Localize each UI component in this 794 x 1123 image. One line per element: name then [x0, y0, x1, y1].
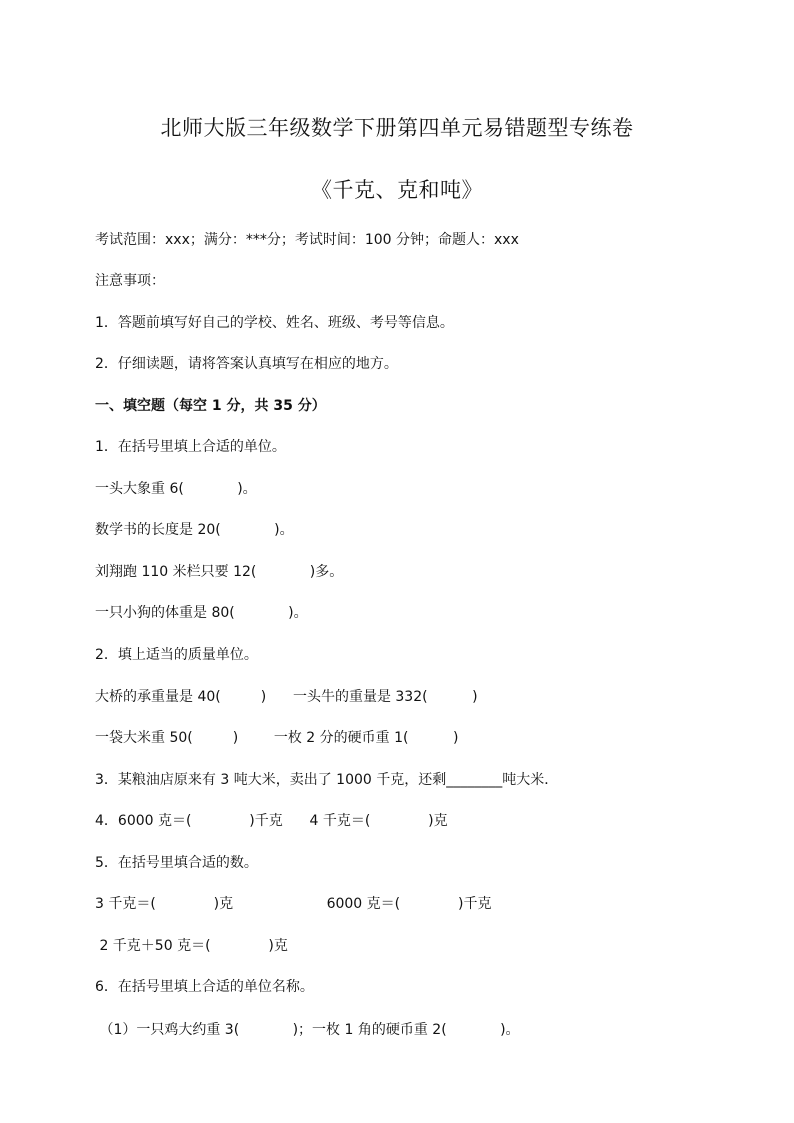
- section-heading: 一、填空题（每空 1 分，共 35 分）: [95, 398, 326, 414]
- question-6-stem: 6．在括号里填上合适的单位名称。: [95, 979, 314, 995]
- question-2-line-2: 一袋大米重 50( ) 一枚 2 分的硬币重 1( ): [95, 730, 459, 746]
- question-5-line-1: 3 千克＝( )克 6000 克＝( )千克: [95, 896, 492, 912]
- document-title: 北师大版三年级数学下册第四单元易错题型专练卷: [160, 116, 634, 140]
- question-4: 4．6000 克＝( )千克 4 千克＝( )克: [95, 813, 448, 829]
- question-5-stem: 5．在括号里填合适的数。: [95, 855, 258, 871]
- document-subtitle: 《千克、克和吨》: [311, 178, 483, 202]
- question-1-item-3: 刘翔跑 110 米栏只要 12( )多。: [95, 564, 344, 580]
- question-1-item-2: 数学书的长度是 20( )。: [95, 522, 294, 538]
- question-2-stem: 2．填上适当的质量单位。: [95, 647, 258, 663]
- question-2-line-1: 大桥的承重量是 40( ) 一头牛的重量是 332( ): [95, 689, 478, 705]
- question-1-item-4: 一只小狗的体重是 80( )。: [95, 605, 308, 621]
- question-6-line-1: （1）一只鸡大约重 3( )；一枚 1 角的硬币重 2( )。: [95, 1022, 520, 1038]
- exam-info: 考试范围：xxx；满分：***分；考试时间：100 分钟；命题人：xxx: [95, 232, 519, 248]
- note-item-2: 2．仔细读题，请将答案认真填写在相应的地方。: [95, 356, 398, 372]
- question-1-stem: 1．在括号里填上合适的单位。: [95, 439, 286, 455]
- question-1-item-1: 一头大象重 6( )。: [95, 481, 257, 497]
- note-item-1: 1．答题前填写好自己的学校、姓名、班级、考号等信息。: [95, 315, 454, 331]
- notes-heading: 注意事项：: [95, 273, 165, 289]
- question-5-line-2: 2 千克＋50 克＝( )克: [95, 938, 288, 954]
- question-3: 3．某粮油店原来有 3 吨大米，卖出了 1000 千克，还剩________吨大米．: [95, 772, 559, 788]
